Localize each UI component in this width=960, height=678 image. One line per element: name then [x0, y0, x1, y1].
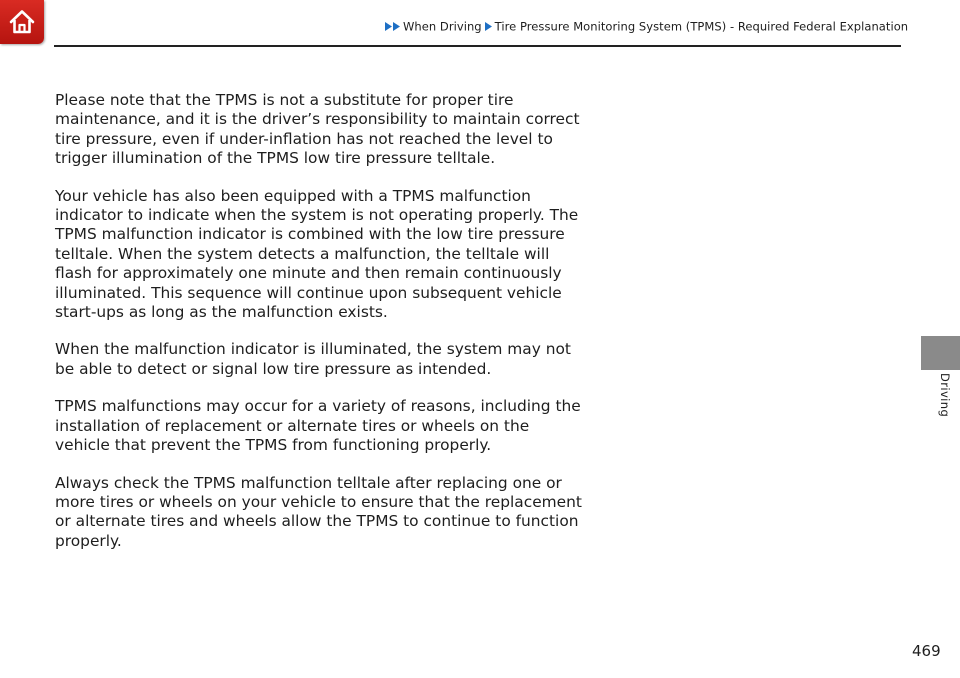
header-divider [54, 45, 901, 47]
home-icon [8, 8, 36, 36]
chapter-tab[interactable] [921, 336, 960, 370]
paragraph: Always check the TPMS malfunction telltale after replacing one or more tires or wheels on your vehicle to ensure that the replacement or alternate tires and wheels allow the TPMS to continue to function properly. [55, 473, 582, 550]
breadcrumb-topic: Tire Pressure Monitoring System (TPMS) - Required Federal Explanation [494, 19, 909, 34]
chapter-tab-label: Driving [938, 373, 952, 418]
paragraph: Please note that the TPMS is not a substitute for proper tire maintenance, and it is the driver’s responsibility to maintain correct tire pressure, even if under-inflation has not reached the level to trigger illumination of the TPMS low tire pressure telltale. [55, 91, 580, 168]
paragraph: Your vehicle has also been equipped with a TPMS malfunction indicator to indicate when the system is not operating properly. The TPMS malfunction indicator is combined with the low tire pressure telltale. When the system detects a malfunction, the telltale will flash for approximately one minute and then remain continuously illuminated. This sequence will continue upon subsequent vehicle start-ups as long as the malfunction exists. [55, 186, 579, 322]
triangle-arrow-icon [485, 22, 493, 31]
breadcrumb-section-link[interactable]: When Driving [403, 19, 482, 34]
double-triangle-arrow-icon [385, 22, 401, 31]
paragraph: When the malfunction indicator is illuminated, the system may not be able to detect or signal low tire pressure as intended. [55, 340, 571, 378]
main-content [55, 91, 585, 569]
home-button[interactable] [0, 0, 44, 44]
page-number: 469 [912, 642, 941, 660]
paragraph: TPMS malfunctions may occur for a variety of reasons, including the installation of replacement or alternate tires or wheels on the vehicle that prevent the TPMS from functioning properly. [55, 397, 581, 455]
breadcrumb [385, 19, 908, 34]
